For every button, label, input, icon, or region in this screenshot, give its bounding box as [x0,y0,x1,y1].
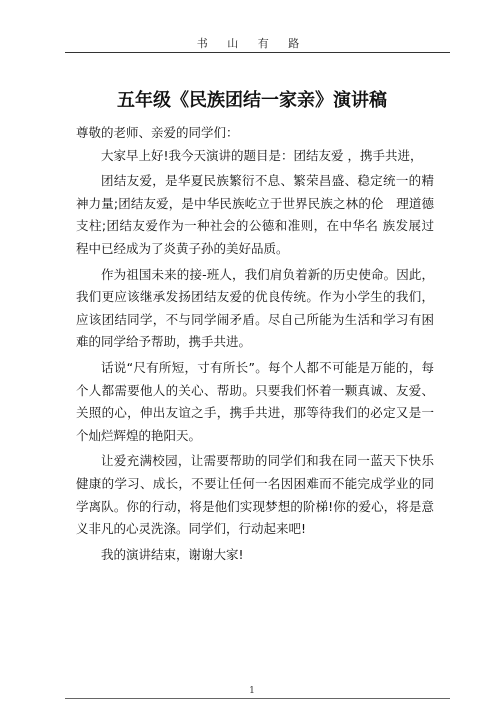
paragraph-6: 我的演讲结束，谢谢大家! [101,546,244,562]
page-header: 书 山 有 路 [196,37,308,50]
paragraph-5: 让爱充满校园，让需要帮助的同学们和我在同一蓝天下快乐健康的学习、成长，不要让任何一名因困难而不能完成学业的同学离队。你的行动，将是他们实现梦想的阶梯!你的爱心，将是意义非凡的心灵洗涤。同学们，行动起来吧! [76,453,434,537]
greeting: 尊敬的老师、亲爱的同学们： [76,125,239,140]
footer-divider [65,698,450,699]
paragraph-2: 团结友爱，是华夏民族繁衍不息、繁荣昌盛、稳定统一的精神力量;团结友爱，是中华民族屹立于世界民族之林的伦 理道德支柱;团结友爱作为一种社会的公德和准则，在中华名 族发展过程中已经成为了炎黄子孙的美好品质。 [76,173,434,256]
document-body [76,122,434,569]
paragraph-1: 大家早上好!我今天演讲的题目是：团结友爱 ，携手共进， [101,147,423,163]
paragraph-4: 话说“尺有所短，寸有所长”。每个人都不可能是万能的，每个人都需要他人的关心、帮助。只要我们怀着一颗真诚、友爱、关照的心，伸出友谊之手，携手共进，那等待我们的必定又是一个灿烂辉煌的艳阳天。 [76,359,434,443]
header-divider [65,52,450,53]
document-title: 五年级《民族团结一家亲》演讲稿 [117,90,387,111]
page-number: 1 [249,686,255,696]
paragraph-3: 作为祖国未来的接-班人，我们肩负着新的历史使命。因此，我们更应该继承发扬团结友爱的优良传统。作为小学生的我们，应该团结同学，不与同学闹矛盾。尽自己所能为生活和学习有困难的同学给予帮助，携手共进。 [76,266,434,350]
